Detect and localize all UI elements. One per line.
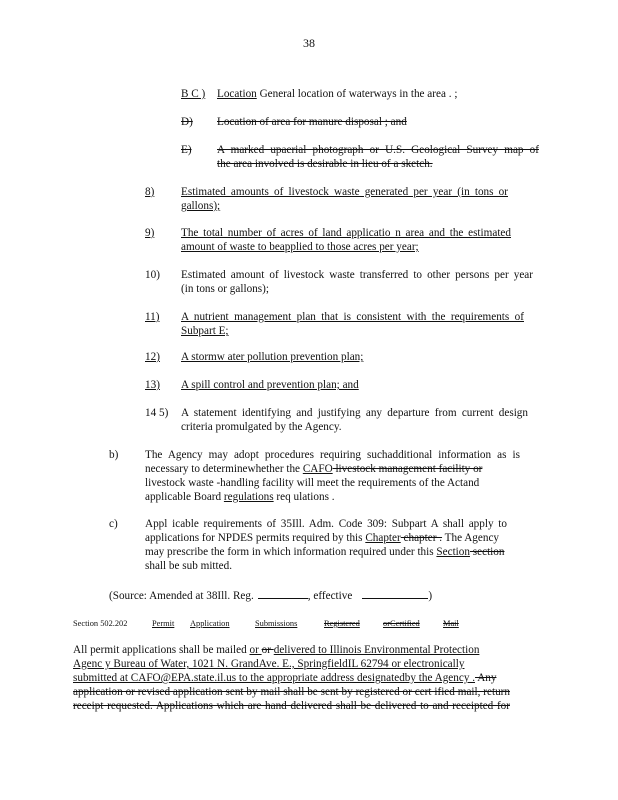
item-9-line-1: The total number of acres of land applicatio n area and the estimated	[181, 227, 511, 239]
subsection-c-line-3: may prescribe the form in which information required under this Section section	[145, 546, 505, 558]
item-12-text: A stormw ater pollution prevention plan;	[181, 351, 364, 363]
item-11-label: 11)	[145, 311, 160, 323]
item-8-line-2: gallons);	[181, 200, 221, 212]
item-14-line-1: A statement identifying and justifying any departure from current design	[181, 407, 528, 419]
item-e-label: E)	[181, 144, 192, 156]
item-8-label: 8)	[145, 186, 155, 198]
item-11-line-2: Subpart E;	[181, 325, 229, 337]
source-note: (Source: Amended at 38Ill. Reg. , effective )	[109, 590, 433, 602]
item-12-label: 12)	[145, 351, 160, 363]
heading-word-permit: Permit	[152, 619, 175, 628]
subsection-b-line-1: The Agency may adopt procedures requiring suchadditional information as is	[145, 449, 520, 461]
item-e-line-2: the area involved is desirable in lieu of a sketch.	[217, 158, 433, 170]
paragraph-line-3: submitted at CAFO@EPA.state.il.us to the appropriate address designatedby the Agency . Any	[73, 672, 497, 684]
paragraph-line-4: application or revised application sent by mail shall be sent by registered or cert ified mail, return	[73, 686, 510, 698]
paragraph-line-1: All permit applications shall be mailed or or delivered to Illinois Environmental Protection	[73, 644, 480, 656]
item-9-line-2: amount of waste to beapplied to those acres per year;	[181, 241, 419, 253]
heading-word-registered: Registered	[324, 619, 360, 628]
page-number: 38	[303, 36, 315, 50]
subsection-c-line-2: applications for NPDES permits required by this Chapter chapter . The Agency	[145, 532, 500, 544]
subsection-b-line-3: livestock waste -handling facility will meet the requirements of the Actand	[145, 477, 480, 489]
subsection-b-line-2: necessary to determinewhether the CAFO livestock management facility or	[145, 463, 483, 475]
item-e-line-1: A marked upaerial photograph or U.S. Geological Survey map of	[217, 144, 539, 156]
item-d-text: Location of area for manure disposal ; and	[217, 116, 407, 128]
item-10-line-1: Estimated amount of livestock waste transferred to other persons per year	[181, 269, 533, 281]
heading-word-orcertified: orCertified	[383, 619, 420, 628]
item-8-line-1: Estimated amounts of livestock waste generated per year (in tons or	[181, 186, 508, 198]
subsection-c-label: c)	[109, 518, 118, 530]
item-10-line-2: (in tons or gallons);	[181, 283, 269, 295]
subsection-c-line-4: shall be sub mitted.	[145, 560, 233, 572]
item-13-text: A spill control and prevention plan; and	[181, 379, 359, 391]
item-d-label: D)	[181, 116, 193, 128]
paragraph-line-2: Agenc y Bureau of Water, 1021 N. GrandAve. E., SpringfieldIL 62794 or electronically	[73, 658, 465, 670]
item-9-label: 9)	[145, 227, 155, 239]
item-bc-text: Location General location of waterways in the area . ;	[217, 88, 458, 100]
item-14-label: 14 5)	[145, 407, 169, 419]
subsection-b-label: b)	[109, 449, 119, 461]
heading-word-submissions: Submissions	[255, 619, 298, 628]
section-number: Section 502.202	[73, 619, 128, 628]
heading-word-application: Application	[190, 619, 230, 628]
item-10-label: 10)	[145, 269, 160, 281]
item-bc-label: B C )	[181, 88, 206, 100]
item-11-line-1: A nutrient management plan that is consistent with the requirements of	[181, 311, 524, 323]
heading-word-mail: Mail	[443, 619, 459, 628]
subsection-c-line-1: Appl icable requirements of 35Ill. Adm. Code 309: Subpart A shall apply to	[145, 518, 507, 530]
paragraph-line-5: receipt requested. Applications which are hand delivered shall be delivered to and receipted for	[73, 700, 510, 712]
subsection-b-line-4: applicable Board regulations req ulations .	[145, 491, 335, 503]
item-14-line-2: criteria promulgated by the Agency.	[181, 421, 342, 433]
item-13-label: 13)	[145, 379, 160, 391]
